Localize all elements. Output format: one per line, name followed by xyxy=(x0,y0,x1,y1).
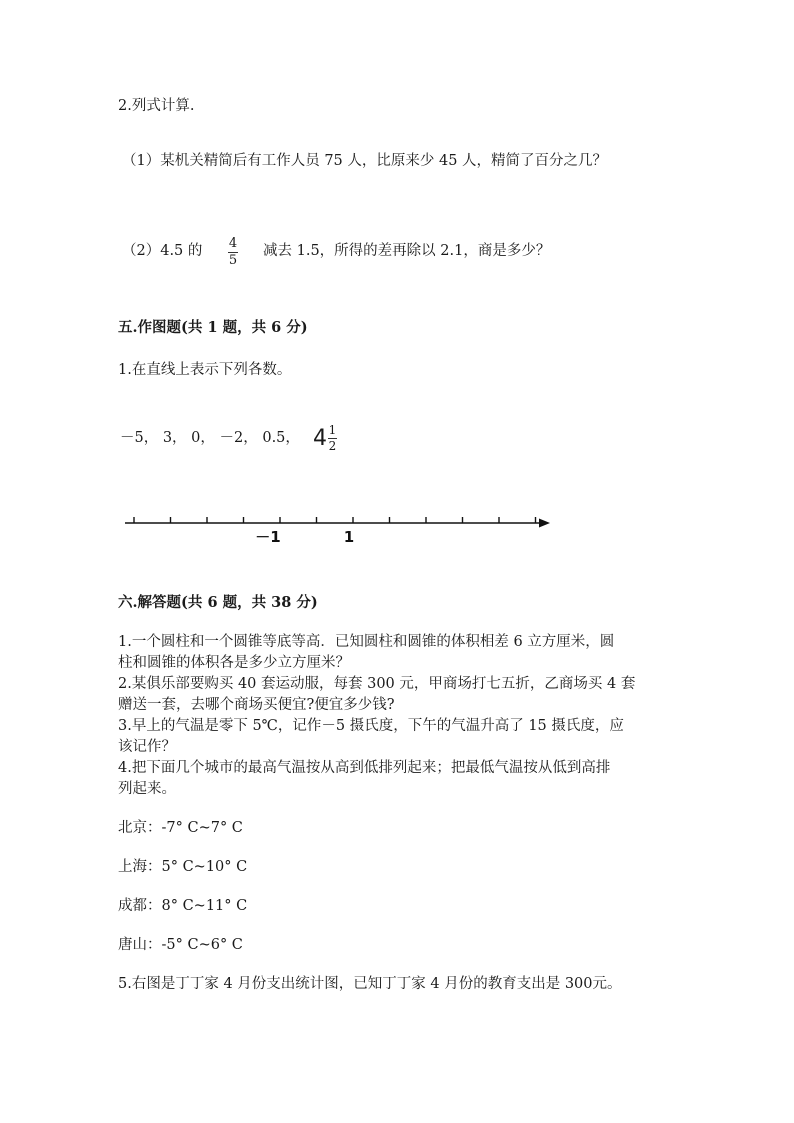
fraction-denominator: 5 xyxy=(228,253,238,268)
city-tangshan: 唐山：-5° C~6° C xyxy=(118,937,243,953)
question-2-part-1: （1）某机关精简后有工作人员 75 人，比原来少 45 人，精简了百分之几？ xyxy=(122,153,608,169)
number-line-arrow xyxy=(539,519,550,528)
fraction-four-fifths xyxy=(228,237,238,268)
section-6-q4-line-1: 4.把下面几个城市的最高气温按从高到低排列起来；把最低气温按从低到高排 xyxy=(118,760,611,776)
question-2-title: 2.列式计算. xyxy=(118,98,195,114)
axis-label-minus-one: －1 xyxy=(255,528,281,546)
question-2-part-2-prefix: （2）4.5 的 xyxy=(122,243,203,259)
section-5-question-1: 1.在直线上表示下列各数。 xyxy=(118,362,292,378)
section-6-q2-line-1: 2.某俱乐部要购买 40 套运动服，每套 300 元，甲商场打七五折，乙商场买 4 套 xyxy=(118,676,636,692)
mixed-number-four-and-half xyxy=(313,424,337,453)
section-6-heading: 六.解答题(共 6 题，共 38 分) xyxy=(118,594,318,611)
section-5-heading: 五.作图题(共 1 题，共 6 分) xyxy=(118,319,308,336)
section-6-q3-line-1: 3.早上的气温是零下 5℃，记作－5 摄氏度，下午的气温升高了 15 摄氏度，应 xyxy=(118,718,624,734)
mixed-whole: 4 xyxy=(313,425,327,451)
section-6-q1-line-2: 柱和圆锥的体积各是多少立方厘米？ xyxy=(118,655,350,671)
axis-label-one: 1 xyxy=(343,528,355,546)
mixed-numerator: 1 xyxy=(328,423,337,437)
section-6-q3-line-2: 该记作？ xyxy=(118,739,176,755)
number-line xyxy=(0,505,794,565)
numbers-to-plot: －5， 3， 0， －2， 0.5， xyxy=(120,430,300,446)
city-chengdu: 成都：8° C~11° C xyxy=(118,898,248,914)
fraction-numerator: 4 xyxy=(228,236,238,251)
section-6-q2-line-2: 赠送一套，去哪个商场买便宜?便宜多少钱? xyxy=(118,697,395,713)
city-beijing: 北京：-7° C~7° C xyxy=(118,820,243,836)
section-6-q1-line-1: 1.一个圆柱和一个圆锥等底等高．已知圆柱和圆锥的体积相差 6 立方厘米，圆 xyxy=(118,634,615,650)
city-shanghai: 上海：5° C~10° C xyxy=(118,859,248,875)
section-6-q5: 5.右图是丁丁家 4 月份支出统计图，已知丁丁家 4 月份的教育支出是 300元。 xyxy=(118,976,622,992)
section-6-q4-line-2: 列起来。 xyxy=(118,781,176,797)
number-line-ticks xyxy=(134,517,536,523)
mixed-denominator: 2 xyxy=(328,439,337,453)
question-2-part-2-suffix: 减去 1.5，所得的差再除以 2.1，商是多少？ xyxy=(263,243,551,259)
